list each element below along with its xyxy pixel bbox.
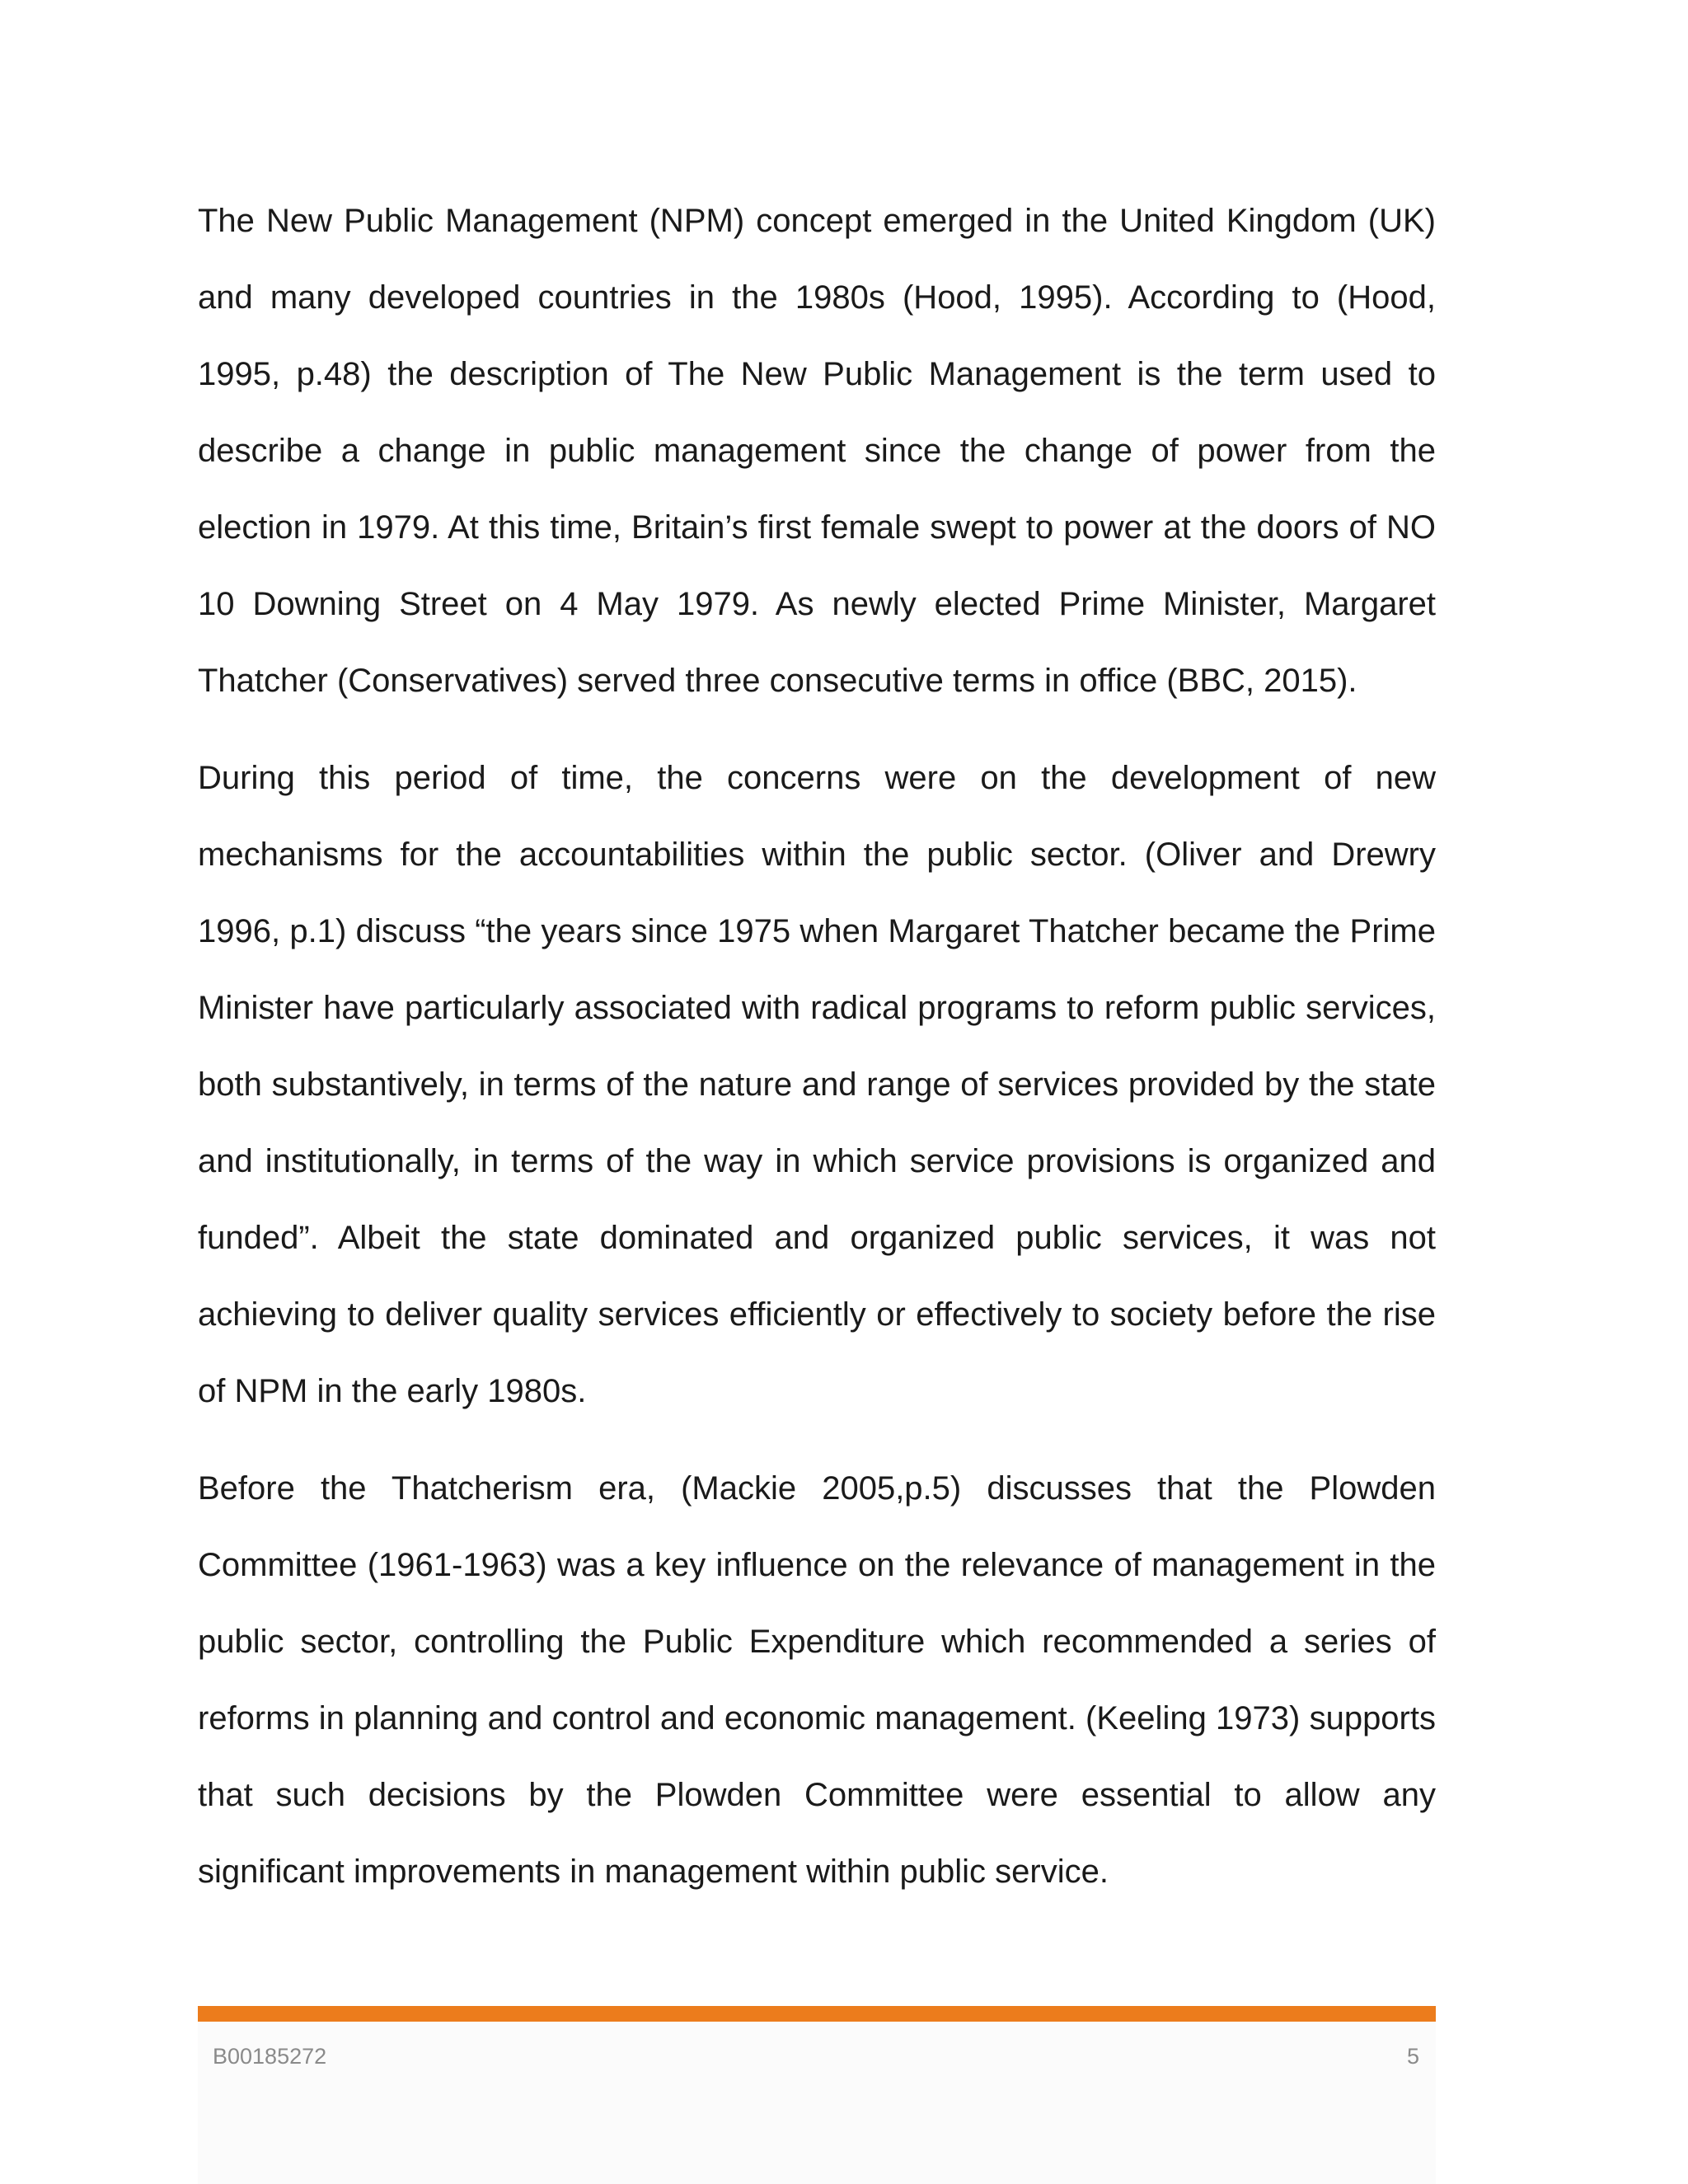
paragraph-plowden-committee: Before the Thatcherism era, (Mackie 2005,p.5) discusses that the Plowden Committee (1961-1963) was a key influence on the relevance of management in the public sector, controlling the Public Expenditure which recommended a series of reforms in planning and control and economic management. (Keeling 1973) supports that such decisions by the Plowden Committee were essential to allow any significant improvements in management within public service. [198, 1470, 1436, 1890]
paragraph-npm-origins: The New Public Management (NPM) concept emerged in the United Kingdom (UK) and many developed countries in the 1980s (Hood, 1995). According to (Hood, 1995, p.48) the description of The New Public Management is the term used to describe a change in public management since the change of power from the election in 1979. At this time, Britain’s first female swept to power at the doors of NO 10 Downing Street on 4 May 1979. As newly elected Prime Minister, Margaret Thatcher (Conservatives) served three consecutive terms in office (BBC, 2015). [198, 203, 1436, 699]
footer-student-id: B00185272 [213, 2044, 327, 2069]
footer-band [198, 2022, 1436, 2184]
footer-rule [198, 2006, 1436, 2022]
footer-page-number: 5 [1406, 2044, 1419, 2069]
body-text [198, 183, 1436, 1931]
paragraph-accountability: During this period of time, the concerns were on the development of new mechanisms for the accountabilities within the public sector. (Oliver and Drewry 1996, p.1) discuss “the years since 1975 when Margaret Thatcher became the Prime Minister have particularly associated with radical programs to reform public services, both substantively, in terms of the nature and range of services provided by the state and institutionally, in terms of the way in which service provisions is organized and funded”. Albeit the state dominated and organized public services, it was not achieving to deliver quality services efficiently or effectively to society before the rise of NPM in the early 1980s. [198, 760, 1436, 1409]
